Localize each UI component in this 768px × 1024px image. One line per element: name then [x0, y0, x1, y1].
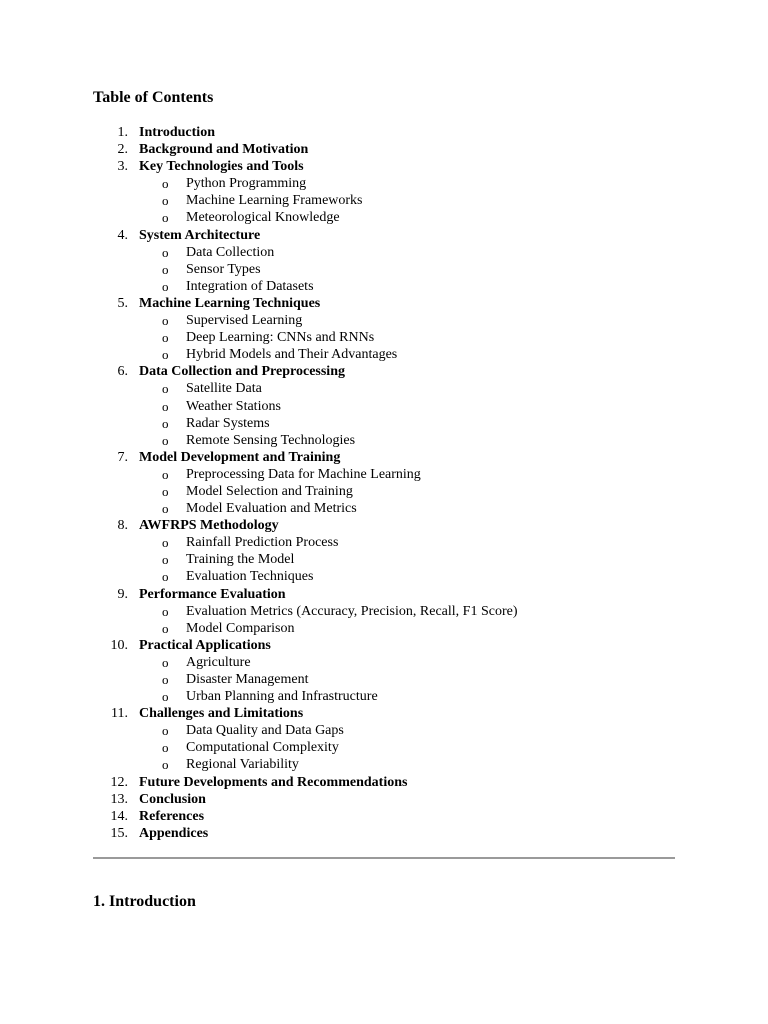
- toc-item-label: Future Developments and Recommendations: [139, 774, 408, 790]
- bullet-icon: o: [162, 620, 169, 636]
- bullet-icon: o: [162, 552, 169, 568]
- toc-title: Table of Contents: [93, 89, 214, 106]
- toc-subitem-label: Sensor Types: [186, 261, 261, 277]
- toc-subitem-label: Preprocessing Data for Machine Learning: [186, 466, 421, 482]
- toc-item-line: [0, 141, 768, 158]
- toc-subitem-label: Python Programming: [186, 176, 307, 192]
- toc-item: [0, 637, 768, 705]
- bullet-icon: o: [162, 347, 169, 363]
- toc-sublist: [0, 466, 768, 517]
- toc-item: [0, 227, 768, 295]
- toc-item-label: Model Development and Training: [139, 449, 341, 465]
- bullet-icon: o: [162, 193, 169, 209]
- toc-item-label: Key Technologies and Tools: [139, 159, 304, 175]
- toc-item-number: 5.: [117, 295, 128, 311]
- toc-item-line: [0, 808, 768, 825]
- toc-item-label: Challenges and Limitations: [139, 706, 304, 722]
- toc-subitem-label: Deep Learning: CNNs and RNNs: [186, 330, 375, 346]
- toc-subitem: [0, 380, 768, 397]
- toc-subitem-label: Training the Model: [186, 552, 295, 568]
- toc-item-number: 2.: [117, 142, 128, 158]
- bullet-icon: o: [162, 176, 169, 192]
- toc-subitem-label: Agriculture: [186, 654, 251, 670]
- bullet-icon: o: [162, 398, 169, 414]
- toc-item-label: References: [139, 808, 205, 824]
- toc-subitem-label: Supervised Learning: [186, 313, 303, 329]
- toc-subitem: [0, 278, 768, 295]
- toc-item-number: 10.: [110, 637, 128, 653]
- toc-subitem-label: Data Quality and Data Gaps: [186, 723, 344, 739]
- toc-item: [0, 158, 768, 226]
- bullet-icon: o: [162, 466, 169, 482]
- toc-subitem-label: Satellite Data: [186, 381, 262, 397]
- toc-item-line: [0, 774, 768, 791]
- toc-item: [0, 705, 768, 773]
- toc-item: [0, 295, 768, 363]
- toc-subitem: [0, 261, 768, 278]
- toc-subitem-label: Disaster Management: [186, 672, 309, 687]
- toc-item-line: [0, 637, 768, 654]
- bullet-icon: o: [162, 313, 169, 329]
- toc-sublist: [0, 654, 768, 705]
- toc-item-number: 4.: [117, 227, 128, 243]
- toc-subitem-label: Model Selection and Training: [186, 483, 353, 499]
- bullet-icon: o: [162, 569, 169, 585]
- toc-subitem-label: Integration of Datasets: [186, 278, 314, 294]
- toc-subitem: [0, 500, 768, 517]
- toc-subitem: [0, 739, 768, 756]
- toc-item-number: 1.: [117, 125, 128, 140]
- toc-item-line: [0, 791, 768, 808]
- toc-item-label: Practical Applications: [139, 637, 271, 653]
- toc-item-label: Machine Learning Techniques: [139, 295, 321, 311]
- bullet-icon: o: [162, 381, 169, 397]
- toc-item: [0, 774, 768, 791]
- toc-subitem-label: Model Evaluation and Metrics: [186, 501, 357, 517]
- bullet-icon: o: [162, 244, 169, 260]
- bullet-icon: o: [162, 415, 169, 431]
- toc-item-number: 8.: [117, 518, 128, 534]
- toc-sublist: [0, 534, 768, 585]
- toc-subitem: [0, 398, 768, 415]
- bullet-icon: o: [162, 757, 169, 773]
- toc-item-label: System Architecture: [139, 227, 261, 243]
- bullet-icon: o: [162, 603, 169, 619]
- toc-sublist: [0, 175, 768, 226]
- toc-item-label: Conclusion: [139, 791, 206, 807]
- toc-item-label: Appendices: [139, 825, 209, 841]
- toc-item-line: [0, 825, 768, 842]
- toc-item-line: [0, 586, 768, 603]
- toc-item-label: AWFRPS Methodology: [139, 518, 279, 534]
- toc-item-number: 7.: [117, 449, 128, 465]
- toc-sublist: [0, 380, 768, 448]
- toc-subitem: [0, 603, 768, 620]
- bullet-icon: o: [162, 330, 169, 346]
- toc-item: [0, 825, 768, 842]
- toc-subitem-label: Computational Complexity: [186, 740, 339, 756]
- toc-item: [0, 517, 768, 585]
- toc-subitem: [0, 654, 768, 671]
- bullet-icon: o: [162, 740, 169, 756]
- toc-subitem: [0, 722, 768, 739]
- toc-item-number: 6.: [117, 364, 128, 380]
- toc-subitem-label: Machine Learning Frameworks: [186, 193, 363, 209]
- table-of-contents: [0, 124, 768, 842]
- toc-subitem: [0, 688, 768, 705]
- toc-item: [0, 791, 768, 808]
- toc-item-label: Introduction: [139, 125, 215, 140]
- toc-subitem: [0, 534, 768, 551]
- toc-subitem-label: Evaluation Metrics (Accuracy, Precision, Recall, F1 Score): [186, 603, 518, 619]
- toc-subitem-label: Hybrid Models and Their Advantages: [186, 347, 398, 363]
- toc-subitem: [0, 466, 768, 483]
- toc-subitem-label: Urban Planning and Infrastructure: [186, 689, 378, 705]
- toc-subitem: [0, 483, 768, 500]
- toc-item-number: 13.: [110, 791, 128, 807]
- toc-subitem: [0, 415, 768, 432]
- toc-sublist: [0, 312, 768, 363]
- toc-item-line: [0, 449, 768, 466]
- toc-subitem-label: Rainfall Prediction Process: [186, 535, 339, 551]
- toc-item: [0, 141, 768, 158]
- toc-subitem: [0, 671, 768, 688]
- toc-item: [0, 586, 768, 637]
- toc-item-label: Performance Evaluation: [139, 586, 286, 602]
- toc-subitem: [0, 620, 768, 637]
- toc-subitem: [0, 346, 768, 363]
- toc-subitem-label: Regional Variability: [186, 757, 299, 773]
- toc-subitem: [0, 551, 768, 568]
- bullet-icon: o: [162, 535, 169, 551]
- bullet-icon: o: [162, 723, 169, 739]
- toc-item-number: 14.: [110, 808, 128, 824]
- toc-item: [0, 449, 768, 517]
- bullet-icon: o: [162, 210, 169, 226]
- toc-item-line: [0, 124, 768, 141]
- toc-sublist: [0, 722, 768, 773]
- bullet-icon: o: [162, 689, 169, 705]
- bullet-icon: o: [162, 654, 169, 670]
- toc-subitem-label: Model Comparison: [186, 620, 295, 636]
- toc-subitem: [0, 756, 768, 773]
- toc-item-label: Background and Motivation: [139, 142, 309, 158]
- toc-item-number: 15.: [110, 825, 128, 841]
- bullet-icon: o: [162, 672, 169, 687]
- bullet-icon: o: [162, 278, 169, 294]
- toc-item: [0, 808, 768, 825]
- toc-item-number: 11.: [111, 706, 128, 722]
- toc-subitem: [0, 209, 768, 226]
- toc-subitem-label: Remote Sensing Technologies: [186, 432, 356, 448]
- toc-subitem-label: Weather Stations: [186, 398, 281, 414]
- bullet-icon: o: [162, 501, 169, 517]
- toc-item-number: 3.: [117, 159, 128, 175]
- toc-item-line: [0, 227, 768, 244]
- toc-subitem: [0, 312, 768, 329]
- toc-item-line: [0, 158, 768, 175]
- toc-item-number: 9.: [117, 586, 128, 602]
- toc-subitem: [0, 329, 768, 346]
- toc-subitem: [0, 568, 768, 585]
- toc-subitem: [0, 432, 768, 449]
- toc-item-line: [0, 363, 768, 380]
- toc-item-line: [0, 705, 768, 722]
- toc-subitem: [0, 244, 768, 261]
- toc-item-line: [0, 517, 768, 534]
- toc-sublist: [0, 603, 768, 637]
- toc-subitem-label: Radar Systems: [186, 415, 270, 431]
- section-heading: 1. Introduction: [93, 893, 196, 910]
- toc-subitem: [0, 175, 768, 192]
- section-divider: [93, 857, 675, 859]
- toc-item-line: [0, 295, 768, 312]
- toc-subitem-label: Evaluation Techniques: [186, 569, 314, 585]
- bullet-icon: o: [162, 261, 169, 277]
- toc-subitem-label: Meteorological Knowledge: [186, 210, 340, 226]
- bullet-icon: o: [162, 432, 169, 448]
- toc-item: [0, 124, 768, 141]
- toc-item-number: 12.: [110, 774, 128, 790]
- toc-item-label: Data Collection and Preprocessing: [139, 364, 345, 380]
- toc-sublist: [0, 244, 768, 295]
- bullet-icon: o: [162, 483, 169, 499]
- toc-subitem: [0, 192, 768, 209]
- toc-item: [0, 363, 768, 448]
- toc-subitem-label: Data Collection: [186, 244, 275, 260]
